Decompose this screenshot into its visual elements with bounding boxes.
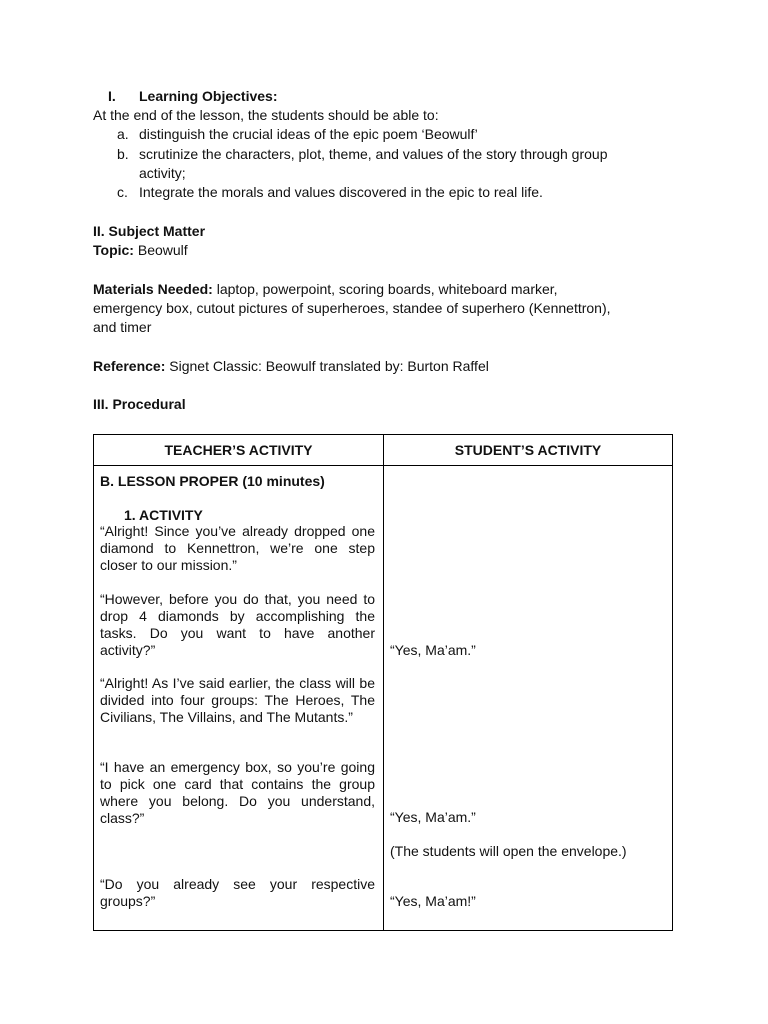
student-response: “Yes, Ma’am.” bbox=[390, 809, 476, 825]
objective-item-b-cont: activity; bbox=[139, 165, 186, 181]
topic-value: Beowulf bbox=[137, 242, 188, 258]
reference-value: Signet Classic: Beowulf translated by: Burton Raffel bbox=[169, 358, 489, 374]
objective-item-c: Integrate the morals and values discovered in the epic to real life. bbox=[139, 184, 543, 200]
topic-line bbox=[93, 242, 188, 259]
lesson-proper-title: B. LESSON PROPER (10 minutes) bbox=[100, 473, 325, 489]
teacher-paragraph: “However, before you do that, you need to drop 4 diamonds by accomplishing the tasks. Do you want to have another activity?” bbox=[100, 591, 375, 658]
procedural-heading: III. Procedural bbox=[93, 396, 186, 412]
teacher-paragraph: “I have an emergency box, so you’re going to pick one card that contains the group where you belong. Do you understand, class?” bbox=[100, 759, 375, 826]
activity-title: 1. ACTIVITY bbox=[124, 507, 203, 523]
materials-line-2: emergency box, cutout pictures of superheroes, standee of superhero (Kennettron), bbox=[93, 300, 611, 316]
subject-matter-heading: II. Subject Matter bbox=[93, 223, 206, 239]
reference-label: Reference: bbox=[93, 358, 166, 374]
teacher-paragraph: “Alright! As I’ve said earlier, the class will be divided into four groups: The Heroes, The Civilians, The Villains, and The Mutants.” bbox=[100, 675, 375, 725]
objective-marker-b: b. bbox=[117, 146, 129, 162]
materials-line-1 bbox=[93, 281, 558, 298]
objectives-numeral: I. bbox=[108, 88, 116, 104]
objective-item-b: scrutinize the characters, plot, theme, and values of the story through group bbox=[139, 146, 608, 162]
teacher-activity-header: TEACHER’S ACTIVITY bbox=[164, 442, 313, 458]
student-response: “Yes, Ma’am.” bbox=[390, 642, 476, 658]
student-response: (The students will open the envelope.) bbox=[390, 843, 627, 859]
table-column-divider bbox=[383, 435, 384, 930]
materials-value-1: laptop, powerpoint, scoring boards, whiteboard marker, bbox=[216, 281, 558, 297]
teacher-paragraph: “Do you already see your respective groups?” bbox=[100, 876, 375, 909]
student-response: “Yes, Ma’am!” bbox=[390, 893, 476, 909]
table-header-divider bbox=[94, 465, 672, 466]
objective-marker-c: c. bbox=[117, 184, 128, 200]
topic-label: Topic: bbox=[93, 242, 134, 258]
activity-table bbox=[93, 434, 673, 931]
objective-item-a: distinguish the crucial ideas of the epic poem ‘Beowulf’ bbox=[139, 126, 478, 142]
student-activity-header: STUDENT’S ACTIVITY bbox=[454, 442, 602, 458]
objectives-heading: Learning Objectives: bbox=[139, 88, 278, 104]
objectives-intro: At the end of the lesson, the students should be able to: bbox=[93, 107, 439, 123]
materials-line-3: and timer bbox=[93, 319, 152, 335]
teacher-paragraph: “Alright! Since you’ve already dropped one diamond to Kennettron, we’re one step closer to our mission.” bbox=[100, 523, 375, 573]
materials-label: Materials Needed: bbox=[93, 281, 213, 297]
reference-line bbox=[93, 358, 489, 375]
objective-marker-a: a. bbox=[117, 126, 129, 142]
